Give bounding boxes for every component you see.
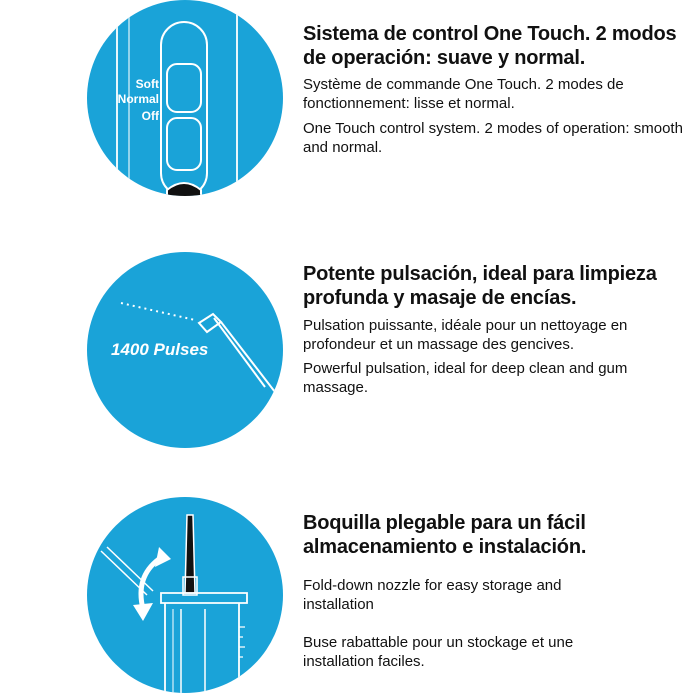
mode-soft-label: Soft (135, 77, 159, 91)
fold-nozzle-icon (87, 497, 283, 693)
mode-normal-label: Normal (117, 92, 159, 106)
one-touch-text (303, 22, 688, 157)
pulsation-illustration (87, 252, 283, 448)
fold-down-illustration (87, 497, 283, 693)
pulsation-headline-es: Potente pulsación, ideal para limpieza profunda y masaje de encías. (303, 263, 657, 309)
one-touch-body-fr: Système de commande One Touch. 2 modes de fonctionnement: lisse et normal. (303, 76, 624, 112)
fold-down-headline-es: Boquilla plegable para un fácil almacenamiento e instalación. (303, 512, 587, 558)
fold-down-body-en: Fold-down nozzle for easy storage and installation (303, 577, 562, 613)
pulsation-text (303, 262, 688, 397)
one-touch-illustration (87, 0, 283, 196)
mode-off-label: Off (141, 109, 159, 123)
pulsation-body-en: Powerful pulsation, ideal for deep clean and gum massage. (303, 360, 628, 396)
one-touch-body-en: One Touch control system. 2 modes of operation: smooth and normal. (303, 120, 683, 156)
pulses-label: 1400 Pulses (111, 340, 209, 359)
pulsation-body-fr: Pulsation puissante, idéale pour un nettoyage en profondeur et un massage des gencives. (303, 317, 628, 353)
one-touch-headline-es: Sistema de control One Touch. 2 modos de operación: suave y normal. (303, 23, 677, 69)
fold-down-text (303, 511, 688, 671)
fold-down-body-fr: Buse rabattable pour un stockage et une installation faciles. (303, 634, 574, 670)
